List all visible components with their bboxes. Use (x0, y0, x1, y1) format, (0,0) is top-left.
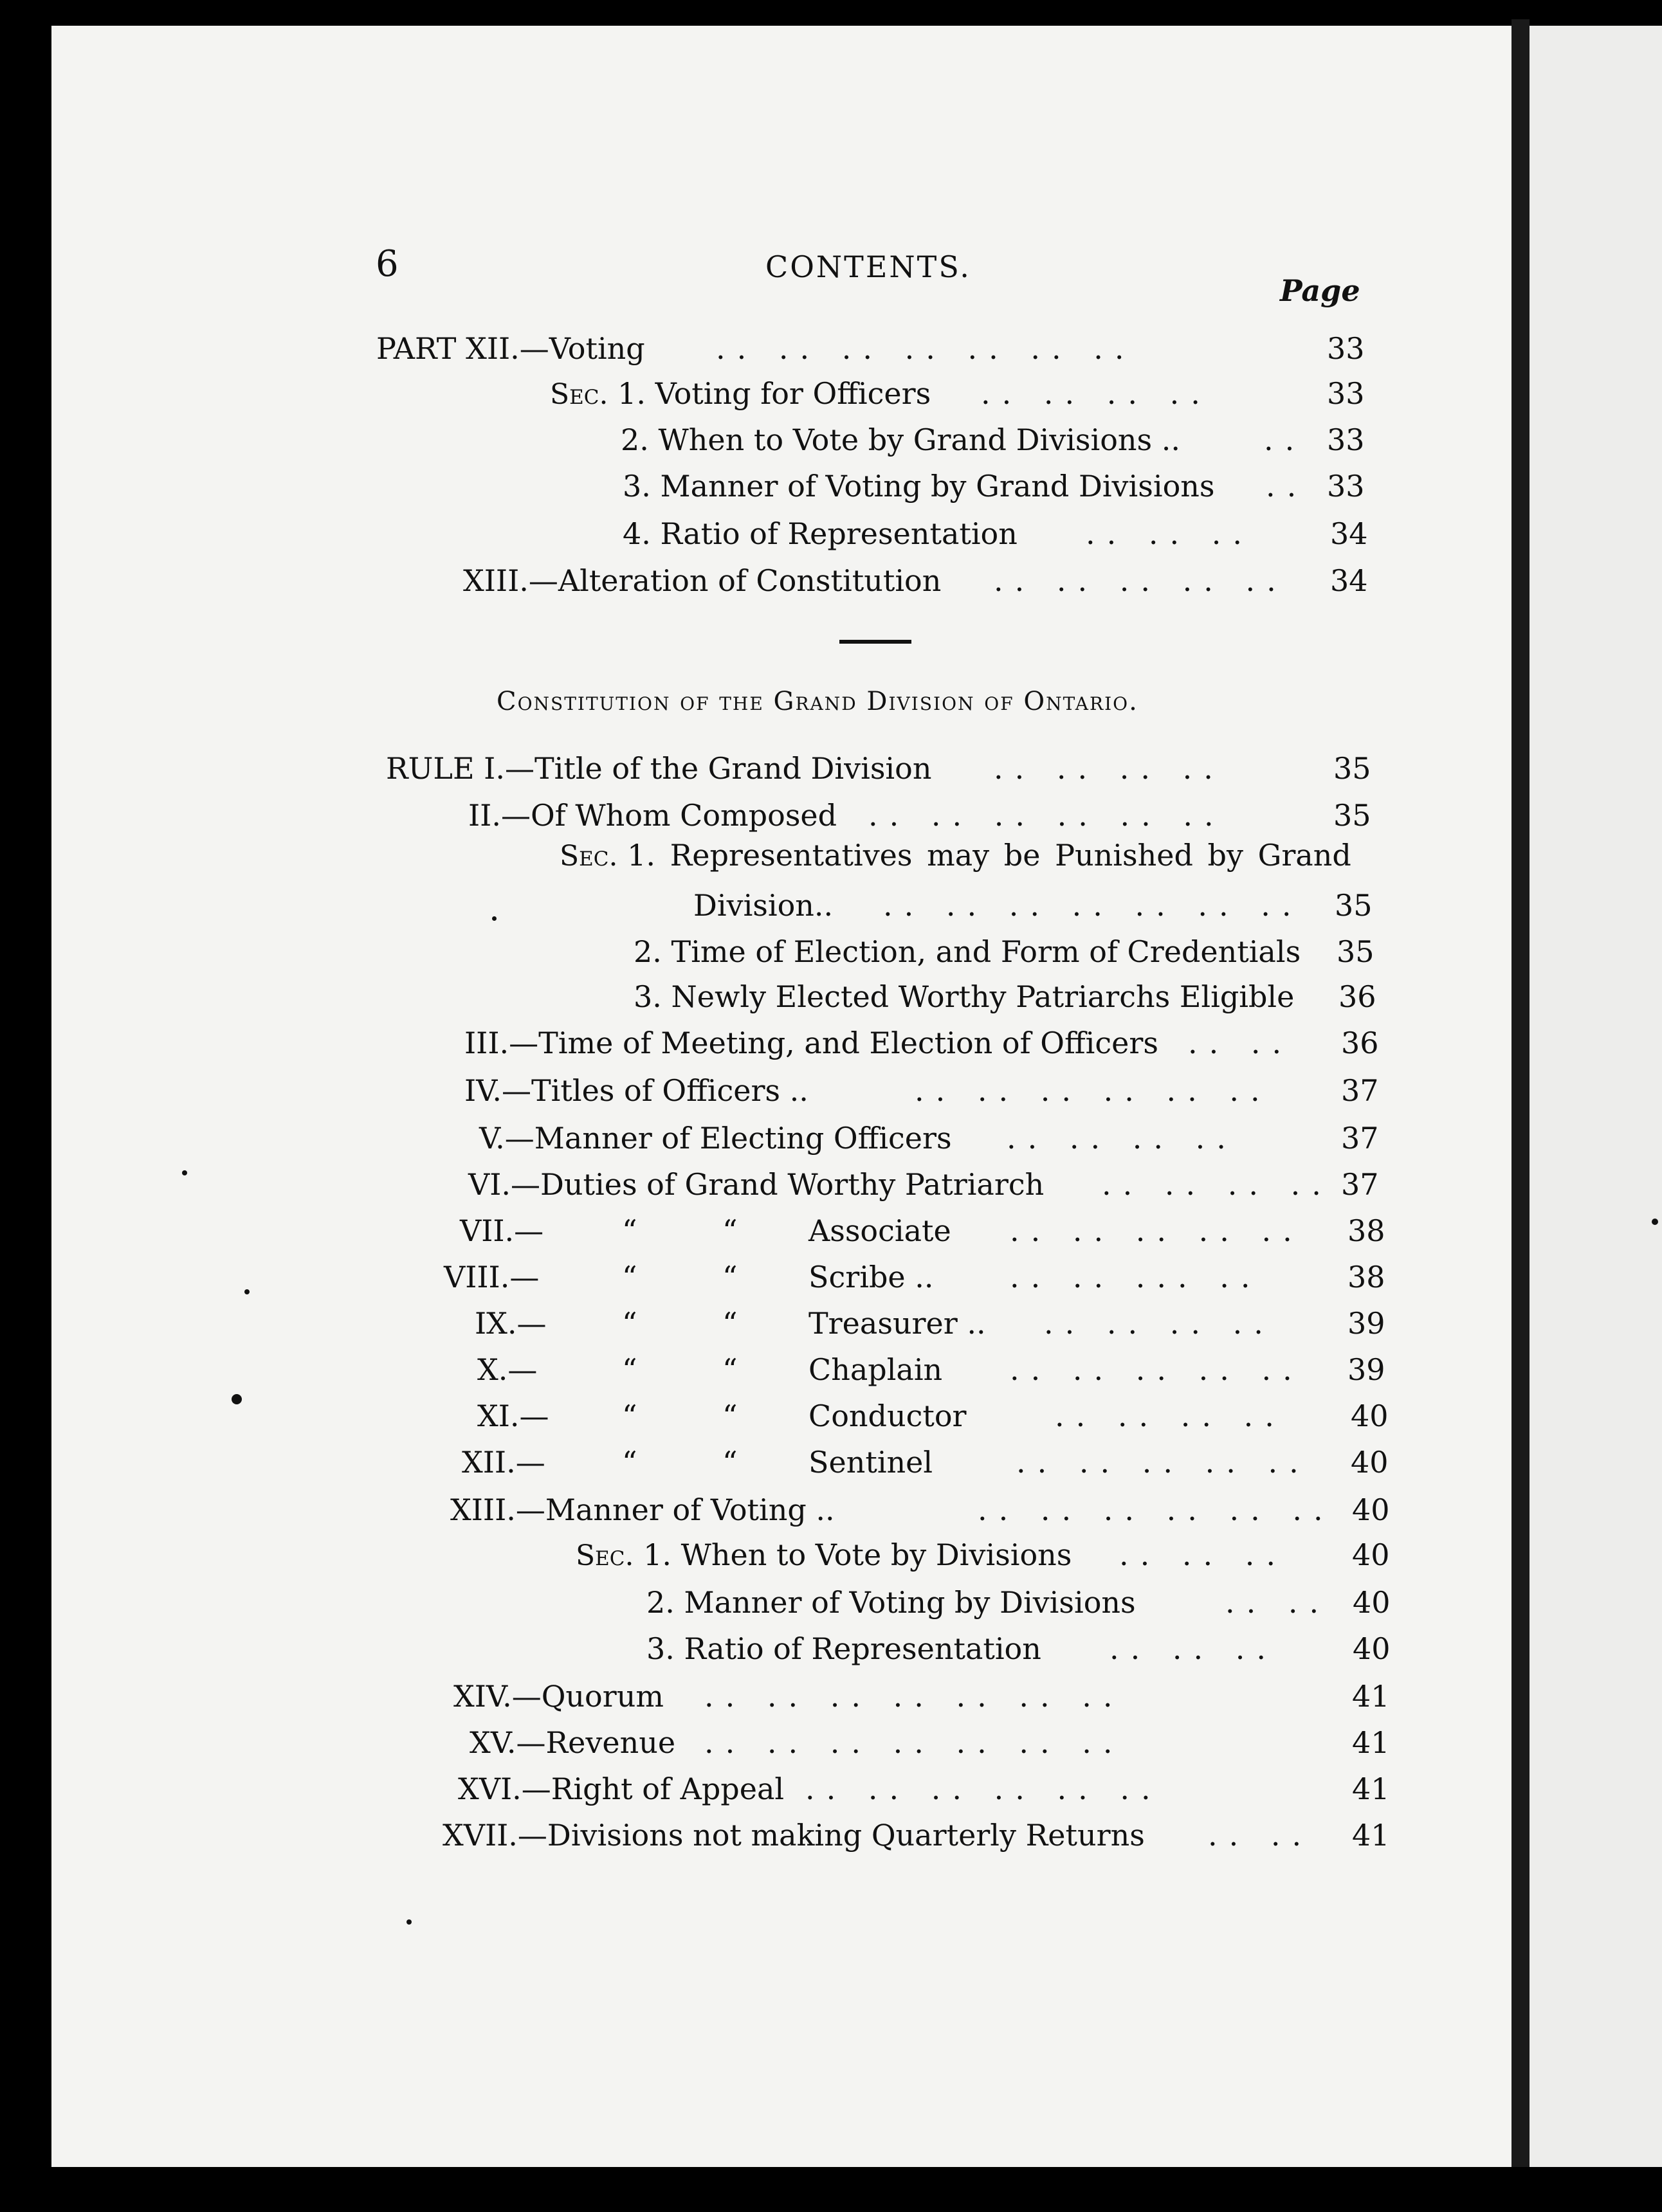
entry-label: XIII.—Manner of Voting .. (450, 1492, 835, 1527)
ditto-mark: “ (622, 1306, 637, 1341)
office-name: Treasurer .. (808, 1306, 986, 1341)
entry-label: 1. Representatives may be Punished by Grand (627, 838, 1351, 873)
ditto-mark: “ (622, 1352, 637, 1387)
entry-page: 41 (1352, 1725, 1390, 1760)
toc-entry-rule-vii (460, 1211, 1385, 1250)
toc-entry-rule-v (479, 1119, 1380, 1157)
entry-page: 41 (1352, 1679, 1390, 1714)
entry-page: 34 (1330, 516, 1368, 551)
sec-prefix: Sec. (560, 840, 618, 873)
entry-page: 41 (1352, 1772, 1390, 1806)
entry-page: 33 (1327, 376, 1365, 411)
toc-entry-rule-ix (475, 1304, 1385, 1343)
ink-speck (232, 1394, 242, 1404)
entry-label: RULE I.—Title of the Grand Division (386, 751, 932, 786)
leader-dots: .. .. (1225, 1585, 1331, 1620)
leader-dots: .. .. .. .. (981, 376, 1212, 411)
entry-label: 1. When to Vote by Divisions (643, 1537, 1072, 1572)
ditto-mark: “ (722, 1260, 738, 1294)
toc-entry-xiii (463, 561, 1367, 600)
entry-page: 36 (1341, 1026, 1379, 1060)
toc-entry-rule-xvi (458, 1770, 1390, 1808)
leader-dots: .. .. .. .. .. (994, 563, 1288, 598)
ditto-mark: “ (722, 1306, 738, 1341)
toc-entry-rule-viii (444, 1258, 1385, 1296)
leader-dots: .. .. .. (1119, 1537, 1287, 1572)
ink-speck (1652, 1219, 1658, 1225)
toc-entry-rule-xvii (443, 1816, 1390, 1854)
leader-dots: .. .. .. .. (1055, 1399, 1286, 1433)
entry-label: PART XII.—Voting (376, 331, 645, 366)
entry-label: II.—Of Whom Composed (468, 798, 837, 833)
leader-dots: .. .. .. .. (994, 751, 1225, 786)
entry-label: 2. When to Vote by Grand Divisions .. (621, 422, 1181, 457)
entry-label: XV.—Revenue (470, 1725, 676, 1760)
entry-label: Division.. (693, 888, 834, 923)
toc-entry-rule-x (477, 1350, 1385, 1389)
leader-dots: .. .. .. .. .. .. .. (704, 1679, 1124, 1714)
entry-label: 2. Manner of Voting by Divisions (646, 1585, 1136, 1620)
leader-dots: .. .. .. .. .. .. (805, 1772, 1162, 1806)
entry-label: X.— (477, 1352, 538, 1387)
entry-label: 1. Voting for Officers (617, 376, 931, 411)
entry-label: IV.—Titles of Officers .. (464, 1073, 808, 1108)
entry-label: XII.— (462, 1445, 545, 1480)
toc-entry-rule-xi (477, 1397, 1389, 1435)
page-gutter (1511, 19, 1530, 2167)
section-heading: Constitution of the Grand Division of Ontario. (497, 687, 1138, 716)
ditto-mark: “ (722, 1352, 738, 1387)
toc-entry-rii-s3 (634, 977, 1380, 1016)
leader-dots: .. .. .. .. (1044, 1306, 1275, 1341)
running-title: CONTENTS. (765, 249, 971, 284)
office-name: Scribe .. (808, 1260, 934, 1294)
entry-page: 37 (1341, 1121, 1379, 1156)
entry-label: 4. Ratio of Representation (623, 516, 1018, 551)
toc-entry-part-xii (376, 329, 1367, 368)
entry-page: 34 (1330, 563, 1368, 598)
section-divider (839, 640, 911, 644)
leader-dots: .. .. ... .. (1010, 1260, 1262, 1294)
entry-page: 39 (1347, 1352, 1385, 1387)
entry-page: 36 (1338, 979, 1376, 1014)
leader-dots: .. .. .. .. .. .. .. (716, 331, 1136, 366)
entry-page: 40 (1353, 1631, 1391, 1666)
entry-page: 33 (1327, 422, 1365, 457)
toc-entry-rule-xiii (450, 1491, 1390, 1529)
ditto-mark: “ (622, 1213, 637, 1248)
ink-speck (244, 1289, 250, 1294)
entry-label: VIII.— (444, 1260, 540, 1294)
page-number: 6 (376, 243, 399, 285)
ditto-mark: “ (722, 1445, 738, 1480)
page-column-label: Page (1280, 273, 1360, 308)
toc-entry-rule-iv (464, 1071, 1380, 1110)
ditto-mark: “ (722, 1399, 738, 1433)
entry-label: 2. Time of Election, and Form of Credentials (634, 934, 1301, 969)
leader-dots: .. .. .. .. .. .. .. (704, 1725, 1124, 1760)
entry-label: XIII.—Alteration of Constitution (463, 563, 942, 598)
ink-speck (492, 916, 497, 921)
entry-label: IX.— (475, 1306, 547, 1341)
toc-entry-pxii-s2 (621, 421, 1367, 459)
entry-label: V.—Manner of Electing Officers (479, 1121, 952, 1156)
leader-dots: .. .. .. (1086, 516, 1254, 551)
entry-page: 35 (1333, 751, 1371, 786)
ditto-mark: “ (622, 1445, 637, 1480)
leader-dots: .. .. .. (1110, 1631, 1277, 1666)
entry-page: 35 (1335, 888, 1373, 923)
entry-label: 3. Newly Elected Worthy Patriarchs Eligible (634, 979, 1295, 1014)
ditto-mark: “ (722, 1213, 738, 1248)
entry-label: XVI.—Right of Appeal (458, 1772, 785, 1806)
toc-entry-rule-i (386, 749, 1380, 788)
leader-dots: .. .. .. .. .. .. (915, 1073, 1272, 1108)
entry-label: VI.—Duties of Grand Worthy Patriarch (468, 1167, 1045, 1202)
entry-label: XIV.—Quorum (453, 1679, 664, 1714)
office-name: Conductor (808, 1399, 967, 1433)
office-name: Associate (808, 1213, 951, 1248)
entry-page: 40 (1351, 1445, 1389, 1480)
toc-entry-rxiii-s1 (576, 1536, 1390, 1574)
toc-entry-rii-s1 (560, 836, 1380, 875)
entry-page: 37 (1341, 1073, 1379, 1108)
leader-dots: .. .. .. .. (1007, 1121, 1237, 1156)
leader-dots: .. (1264, 422, 1306, 457)
entry-label: XI.— (477, 1399, 549, 1433)
entry-label: XVII.—Divisions not making Quarterly Returns (443, 1818, 1145, 1853)
office-name: Chaplain (808, 1352, 943, 1387)
ink-speck (182, 1170, 187, 1175)
leader-dots: .. (1266, 469, 1308, 503)
sec-prefix: Sec. (576, 1539, 634, 1572)
entry-label: 3. Ratio of Representation (646, 1631, 1041, 1666)
entry-page: 41 (1352, 1818, 1390, 1853)
leader-dots: .. .. (1208, 1818, 1313, 1853)
sec-prefix: Sec. (550, 378, 608, 411)
toc-entry-rule-xiv (453, 1677, 1390, 1716)
leader-dots: .. .. .. .. .. (1016, 1445, 1310, 1480)
toc-entry-rxiii-s3 (646, 1629, 1391, 1668)
leader-dots: .. .. .. .. .. .. .. (883, 888, 1303, 923)
toc-entry-rule-vi (468, 1165, 1380, 1204)
toc-entry-pxii-s4 (623, 514, 1367, 553)
toc-entry-pxii-s3 (623, 467, 1367, 505)
leader-dots: .. .. .. .. .. (1010, 1352, 1304, 1387)
entry-page: 38 (1347, 1213, 1385, 1248)
entry-label: 3. Manner of Voting by Grand Divisions (623, 469, 1215, 503)
entry-page: 35 (1333, 798, 1371, 833)
leader-dots: .. .. .. .. (1102, 1167, 1333, 1202)
entry-page: 40 (1352, 1537, 1390, 1572)
toc-entry-rule-ii (468, 796, 1380, 835)
office-name: Sentinel (808, 1445, 933, 1480)
entry-page: 33 (1327, 469, 1365, 503)
entry-label: III.—Time of Meeting, and Election of Officers (464, 1026, 1158, 1060)
ink-speck (406, 1919, 412, 1925)
entry-page: 40 (1352, 1492, 1390, 1527)
leader-dots: .. .. .. .. .. (1010, 1213, 1304, 1248)
entry-page: 35 (1337, 934, 1374, 969)
leader-dots: .. .. .. .. .. .. (978, 1492, 1335, 1527)
entry-page: 38 (1347, 1260, 1385, 1294)
leader-dots: .. .. .. .. .. .. (868, 798, 1225, 833)
facing-page-edge (1530, 26, 1662, 2167)
entry-label: VII.— (460, 1213, 544, 1248)
entry-page: 33 (1327, 331, 1365, 366)
ditto-mark: “ (622, 1399, 637, 1433)
entry-page: 40 (1351, 1399, 1389, 1433)
toc-entry-rule-xv (470, 1723, 1390, 1762)
toc-entry-rxiii-s2 (646, 1583, 1391, 1622)
entry-page: 39 (1347, 1306, 1385, 1341)
entry-page: 40 (1353, 1585, 1391, 1620)
ditto-mark: “ (622, 1260, 637, 1294)
toc-entry-pxii-s1 (550, 374, 1367, 413)
toc-entry-rule-iii (464, 1024, 1380, 1062)
toc-entry-rii-s2 (634, 932, 1380, 971)
toc-entry-rii-s1-cont (693, 886, 1380, 925)
toc-entry-rule-xii (462, 1443, 1389, 1482)
leader-dots: .. .. (1188, 1026, 1293, 1060)
entry-page: 37 (1341, 1167, 1379, 1202)
